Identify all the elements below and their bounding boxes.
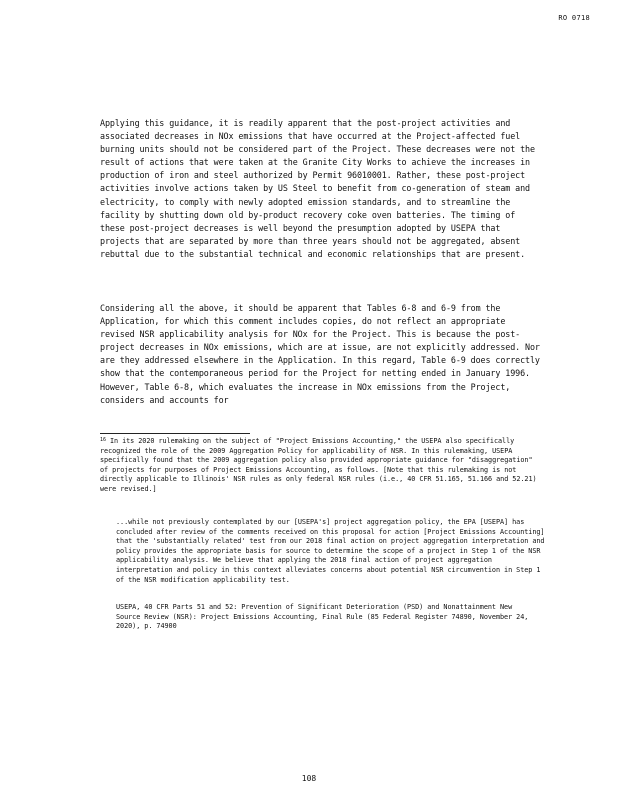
footnote-citation: USEPA, 40 CFR Parts 51 and 52: Prevention of Significant Deterioration (PSD) and Nonattainment New Source Review (NSR): Project Emissions Accounting, Final Rule (85 Federal Register 74890, November 24, 2020), p. 74900	[116, 603, 529, 631]
footnote-divider	[100, 433, 250, 434]
body-paragraph-2: Considering all the above, it should be apparent that Tables 6-8 and 6-9 from the Application, for which this comment includes copies, do not reflect an appropriate revised NSR applicability analysis for NOx for the Project. This is because the post-project decreases in NOx emissions, which are at issue, are not explicitly addressed. Nor are they addressed elsewhere in the Application. In this regard, Table 6-9 does correctly show that the contemporaneous period for the Project for netting ended in January 1996. However, Table 6-8, which evaluates the increase in NOx emissions from the Project, considers and accounts for	[100, 303, 540, 405]
footnote-text: In its 2020 rulemaking on the subject of "Project Emissions Accounting," the USEPA also specifically recognized the role of the 2009 Aggregation Policy for applicability of NSR. In this rulemaking, USEPA specifically found that the 2009 aggregation policy also provided appropriate guidance for "disaggregation" of projects for purposes of Project Emissions Accounting, as follows. [Note that this rulemaking is not directly applicable to Illinois' NSR rules as only federal NSR rules (i.e., 40 CFR 51.165, 51.166 and 52.21) were revised.]	[100, 437, 537, 493]
document-id: RO 0718	[558, 14, 590, 22]
body-paragraph-1: Applying this guidance, it is readily apparent that the post-project activities and associated decreases in NOx emissions that have occurred at the Project-affected fuel burning units should not be considered part of the Project. These decreases were not the result of actions that were taken at the Granite City Works to achieve the increases in production of iron and steel authorized by Permit 96010001. Rather, these post-project activities involve actions taken by US Steel to benefit from co-generation of steam and electricity, to comply with newly adopted emission standards, and to streamline the facility by shutting down old by-product recovery coke oven batteries. The timing of these post-project decreases is well beyond the presumption adopted by USEPA that projects that are separated by more than three years should not be aggregated, absent rebuttal due to the substantial technical and economic relationships that are present.	[100, 118, 535, 259]
footnote-quote: ...while not previously contemplated by our [USEPA's] project aggregation policy, the EPA [USEPA] has concluded after review of the comments received on this proposal for action [Project Emissions Accounting] that the 'substantially related' test from our 2018 final action on project aggregation interpretation and policy provides the appropriate basis for source to determine the scope of a project in Step 1 of the NSR applicability analysis. We believe that applying the 2018 final action of project aggregation interpretation and policy in this context alleviates concerns about potential NSR circumvention in Step 1 of the NSR modification applicability test.	[116, 518, 545, 584]
footnote-16	[100, 437, 544, 495]
page-number: 108	[301, 774, 317, 783]
footnote-marker: 16	[100, 437, 106, 443]
